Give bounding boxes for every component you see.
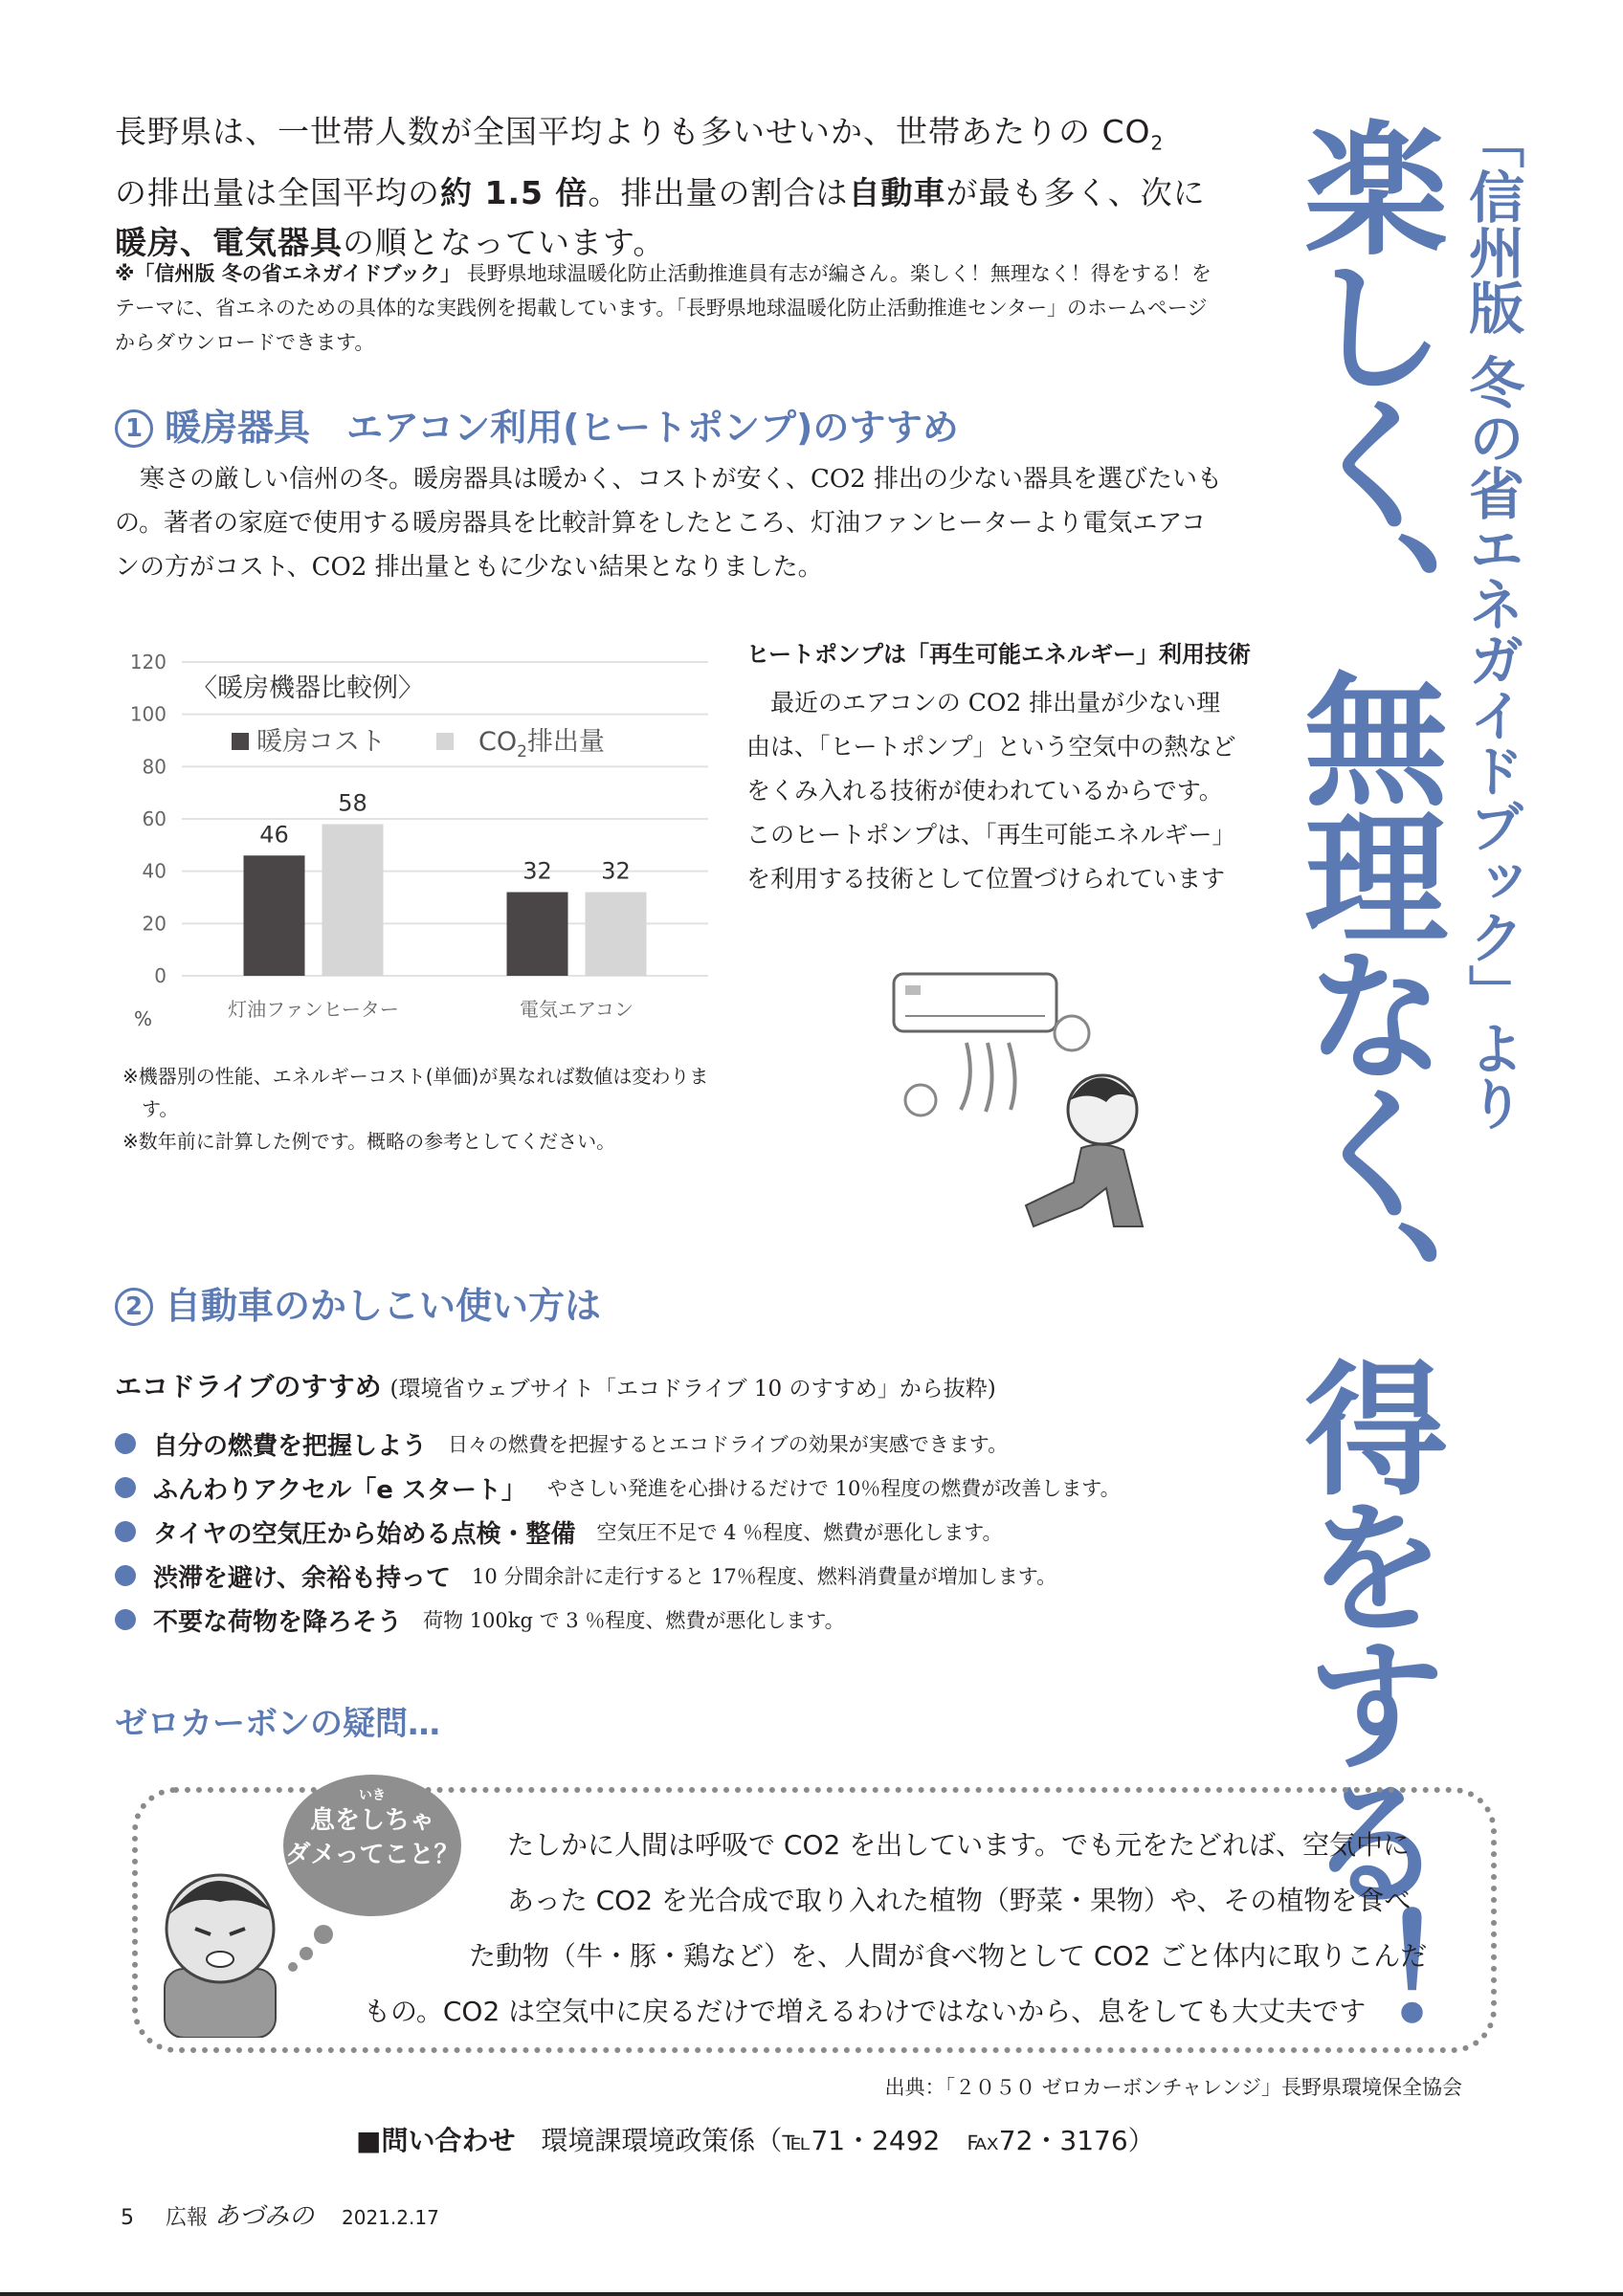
zero-carbon-line-2: あった CO2 を光合成で取り入れた植物（野菜・果物）や、その植物を食べ <box>507 1885 1412 1916</box>
eco-drive-title: エコドライブのすすめ <box>115 1371 382 1402</box>
page-footer <box>121 2197 439 2232</box>
eco-item-desc: 空気圧不足で 4 ％程度、燃費が悪化します。 <box>596 1521 1003 1544</box>
section-1-title: 暖房器具 エアコン利用(ヒートポンプ)のすすめ <box>165 407 959 449</box>
aircon-person-illustration <box>880 966 1177 1253</box>
eco-item-label: タイヤの空気圧から始める点検・整備 <box>153 1519 576 1549</box>
zero-carbon-line-4: もの。CO2 は空気中に戻るだけで増えるわけではないから、息をしても大丈夫です <box>364 1996 1367 2027</box>
holding-breath-person-icon <box>144 1846 297 2038</box>
air-conditioner-icon <box>894 974 1056 1031</box>
zero-carbon-line-3: た動物（牛・豚・鶏など）を、人間が食べ物として CO2 ごと体内に取りこんだ <box>469 1940 1428 1972</box>
data-label: 32 <box>522 857 552 885</box>
legend-swatch-co2 <box>436 733 454 750</box>
intro-paragraph <box>115 107 1244 268</box>
chart-note-1: ※機器別の性能、エネルギーコスト(単価)が異なれば数値は変わります。 <box>122 1065 709 1120</box>
section-2-heading <box>115 1276 601 1329</box>
chart-y-ticks <box>130 651 167 987</box>
contact-info <box>356 2120 1155 2158</box>
bubble-ruby: いき <box>359 1788 386 1803</box>
x-tick-label: 灯油ファンヒーター <box>228 998 399 1021</box>
chart-title: 〈暖房機器比較例〉 <box>191 673 424 703</box>
data-label: 58 <box>338 789 367 817</box>
chart-note-2: ※数年前に計算した例です。概略の参考としてください。 <box>122 1130 616 1153</box>
y-tick-label: 60 <box>142 807 167 830</box>
thought-dots-icon <box>285 1925 343 1973</box>
eco-drive-list <box>115 1422 1292 1642</box>
section-1-heading <box>115 398 959 451</box>
contact-text: 環境課環境政策係（℡71・2492 ℻72・3176） <box>541 2125 1155 2156</box>
publication-name: あづみの <box>214 2202 315 2231</box>
chart-x-ticks <box>228 998 634 1021</box>
bullet-icon <box>115 1477 136 1498</box>
co2-subscript: 2 <box>1150 131 1165 155</box>
bar <box>322 824 384 976</box>
eco-item-label: 不要な荷物を降ろそう <box>153 1607 403 1637</box>
list-item <box>115 1510 1292 1554</box>
section-1-number: 1 <box>115 409 153 448</box>
intro-line-1: 長野県は、一世帯人数が全国平均よりも多いせいか、世帯あたりの CO <box>115 113 1151 150</box>
data-label: 32 <box>601 857 631 885</box>
section-2-number: 2 <box>115 1288 153 1326</box>
intro-line-3b: の順となっています。 <box>343 223 666 261</box>
legend-label-cost: 暖房コスト <box>256 727 386 757</box>
y-tick-label: 40 <box>142 859 167 883</box>
zero-carbon-line-1: たしかに人間は呼吸で CO2 を出しています。でも元をたどれば、空気中に <box>507 1829 1410 1861</box>
footer-rule <box>0 2292 1623 2296</box>
eco-item-desc: 10 分間余計に走行すると 17％程度、燃料消費量が増加します。 <box>471 1565 1057 1588</box>
source-credit: 出典：「２０５０ ゼロカーボンチャレンジ」長野県環境保全協会 <box>884 2076 1462 2099</box>
x-tick-label: 電気エアコン <box>520 998 634 1021</box>
eco-item-label: 自分の燃費を把握しよう <box>153 1431 428 1461</box>
page-number: 5 <box>121 2206 134 2230</box>
chart-notes <box>122 1060 735 1158</box>
list-item <box>115 1422 1292 1466</box>
publication-brand: 広報 <box>166 2206 209 2230</box>
guidebook-source-title: 「信州版 冬の省エネガイドブック」より <box>1459 113 1524 1132</box>
y-tick-label: 20 <box>142 912 167 936</box>
chart-bars <box>244 824 647 976</box>
list-item <box>115 1598 1292 1642</box>
section-2-title: 自動車のかしこい使い方は <box>165 1285 602 1327</box>
bar <box>244 855 305 976</box>
eco-item-desc: 荷物 100kg で 3 ％程度、燃費が悪化します。 <box>423 1609 845 1632</box>
heatpump-body: 最近のエアコンの CO2 排出量が少ない理由は、「ヒートポンプ」という空気中の熱などをくみ入れる技術が使われているからです。このヒートポンプは、「再生可能エネルギー」を利用する技術として位置づけられています <box>746 689 1236 893</box>
bubble-line-2: ダメってこと？ <box>285 1841 459 1869</box>
intro-line-2c: 。排出量の割合は <box>588 173 849 211</box>
publication-date: 2021.2.17 <box>342 2206 439 2229</box>
intro-line-2a: の排出量は全国平均の <box>115 173 440 211</box>
y-tick-label: 120 <box>129 651 167 673</box>
heatpump-title: ヒートポンプは「再生可能エネルギー」利用技術 <box>746 641 1252 668</box>
eco-item-desc: やさしい発進を心掛けるだけで 10％程度の燃費が改善します。 <box>546 1477 1121 1500</box>
list-item <box>115 1554 1292 1598</box>
y-tick-label: 0 <box>154 964 167 987</box>
guidebook-note-text: 長野県地球温暖化防止活動推進員有志が編さん。楽しく！無理なく！得をする！をテーマに、省エネのための具体的な実践例を掲載しています。「長野県地球温暖化防止活動推進センター」のホームページからダウンロードできます。 <box>115 262 1212 354</box>
bullet-icon <box>115 1565 136 1586</box>
y-tick-label: 100 <box>129 702 167 726</box>
bullet-icon <box>115 1521 136 1542</box>
zero-carbon-heading: ゼロカーボンの疑問… <box>115 1705 440 1743</box>
eco-item-label: ふんわりアクセル「e スタート」 <box>153 1475 526 1505</box>
intro-emphasis-heating: 暖房、電気器具 <box>115 223 343 261</box>
relaxing-person-icon <box>1026 1075 1143 1226</box>
eco-item-label: 渋滞を避け、余裕も持って <box>153 1563 451 1593</box>
intro-line-2e: が最も多く、次に <box>945 173 1206 211</box>
bubble-line-1: 息をしちゃ <box>309 1806 434 1835</box>
bullet-icon <box>115 1433 136 1454</box>
warm-air-cloud-icon <box>1055 1016 1089 1050</box>
eco-drive-source: (環境省ウェブサイト「エコドライブ 10 のすすめ」から抜粋) <box>389 1377 996 1402</box>
y-tick-label: 80 <box>142 755 167 779</box>
airflow-lines-icon <box>961 1043 1015 1112</box>
contact-label: ■問い合わせ <box>356 2125 516 2156</box>
guidebook-note <box>115 256 1225 360</box>
section-1-body: 寒さの厳しい信州の冬。暖房器具は暖かく、コストが安く、CO2 排出の少ない器具を選びたいもの。著者の家庭で使用する暖房器具を比較計算をしたところ、灯油ファンヒーターより電気エアコンの方がコスト、CO2 排出量ともに少ない結果となりました。 <box>115 465 1222 582</box>
chart-ylabel: % <box>134 1007 153 1030</box>
intro-emphasis-car: 自動車 <box>848 173 946 211</box>
legend-label-co2: $CO_2$排出量 <box>478 727 605 762</box>
eco-item-desc: 日々の燃費を把握するとエコドライブの効果が実感できます。 <box>448 1433 1009 1456</box>
legend-swatch-cost <box>232 733 249 750</box>
eco-drive-heading <box>115 1366 996 1404</box>
intro-emphasis-ratio: 約 1.5 倍 <box>440 173 589 211</box>
guidebook-note-title: ※「信州版 冬の省エネガイドブック」 <box>115 262 460 285</box>
list-item <box>115 1466 1292 1510</box>
zero-carbon-text <box>364 1818 1464 2040</box>
data-label: 46 <box>259 821 289 849</box>
bullet-icon <box>115 1609 136 1630</box>
heating-comparison-chart <box>115 635 727 1037</box>
bar <box>507 893 568 976</box>
warm-air-cloud-icon-2 <box>905 1085 936 1115</box>
main-vertical-title: 楽しく、無理なく、得をする！ <box>1279 115 1448 2043</box>
bar <box>586 893 647 976</box>
